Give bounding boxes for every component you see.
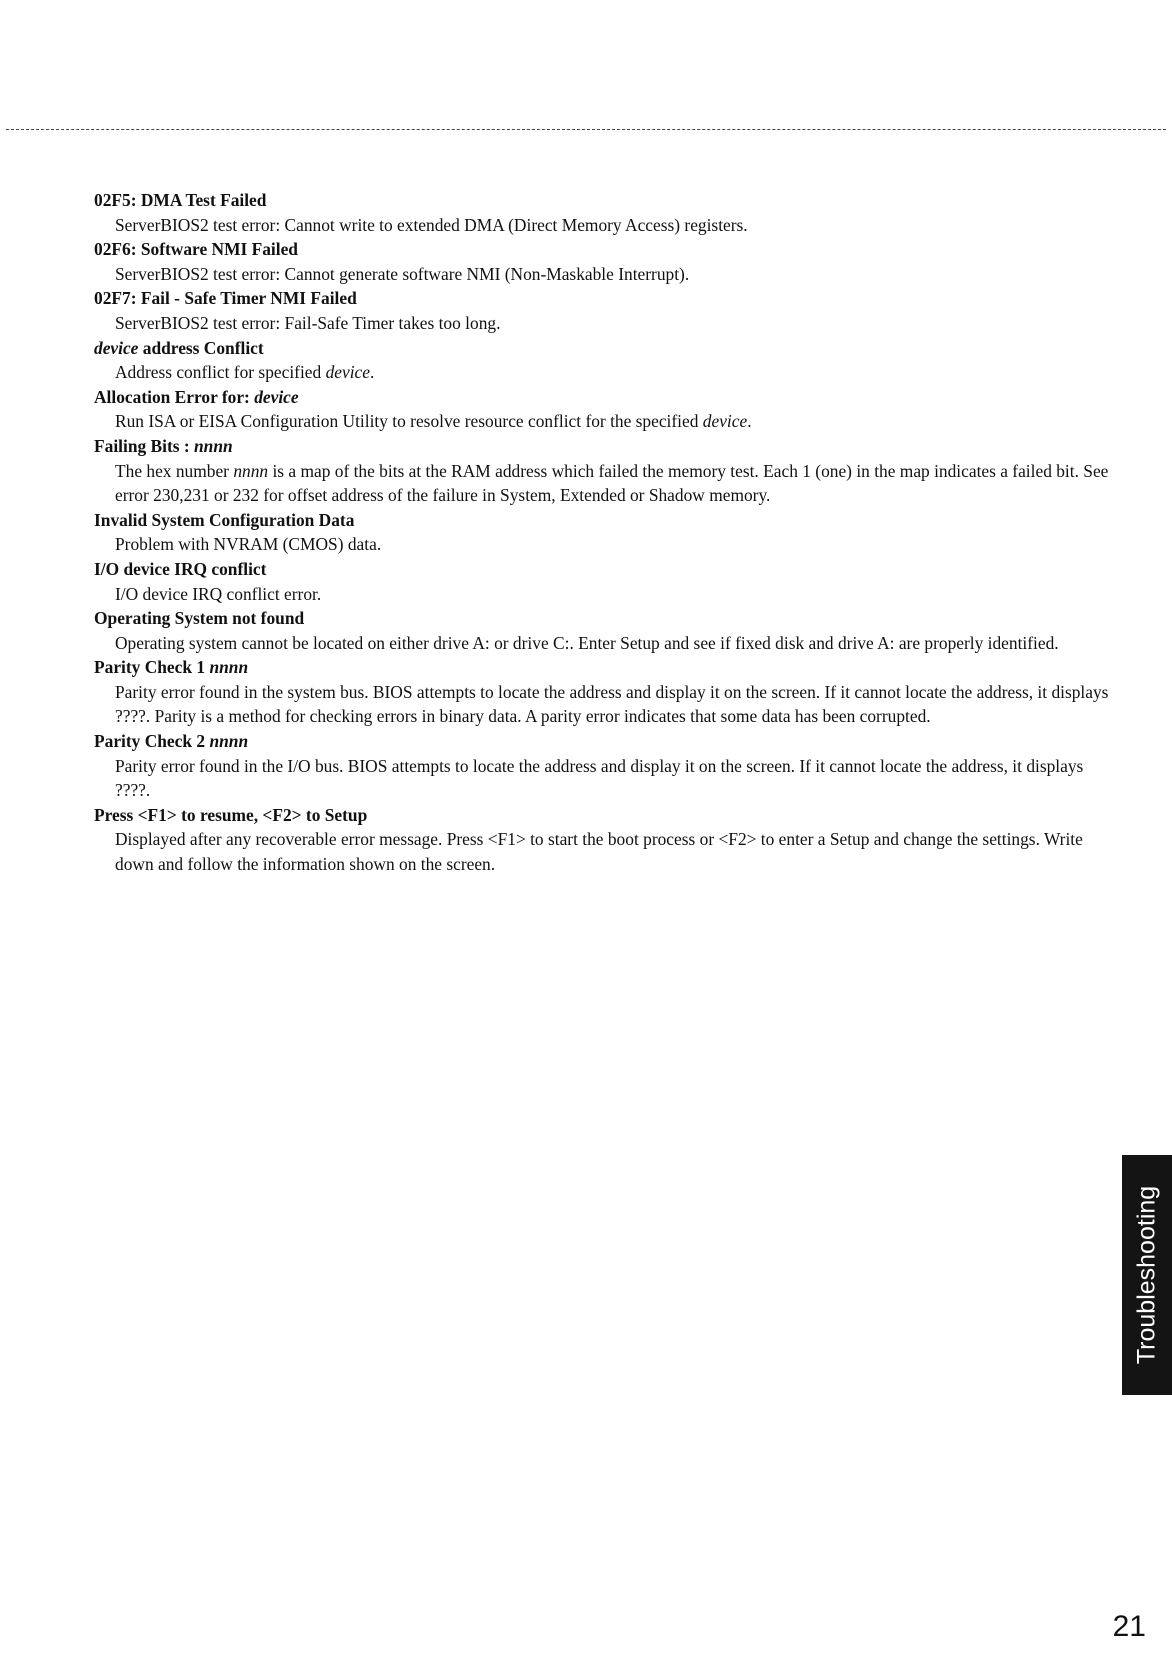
- entry-parity-check-2: [94, 729, 1114, 803]
- entry-title: [94, 729, 1114, 754]
- title-text: Allocation Error for:: [94, 386, 255, 407]
- entry-device-address-conflict: [94, 336, 1114, 385]
- entry-description: ServerBIOS2 test error: Cannot write to extended DMA (Direct Memory Access) registers.: [115, 214, 748, 235]
- body-italic-term: device: [702, 411, 748, 432]
- entry-title: Operating System not found: [94, 608, 305, 629]
- section-side-tab-label: Troubleshooting: [1132, 1185, 1161, 1365]
- entry-allocation-error: [94, 385, 1114, 434]
- body-italic-term: device: [325, 362, 370, 383]
- title-text: Parity Check 2: [94, 731, 210, 752]
- entry-description: Parity error found in the system bus. BIOS attempts to locate the address and display it on the screen. If it cannot locate the address, it displays ????. Parity is a method for checking errors in binary data. A parity error indicates that some data has been corrupted.: [115, 681, 1109, 727]
- entry-description: [115, 409, 1114, 434]
- entry-description: Problem with NVRAM (CMOS) data.: [115, 534, 382, 555]
- entry-description: ServerBIOS2 test error: Cannot generate software NMI (Non-Maskable Interrupt).: [115, 263, 690, 284]
- entry-invalid-system-configuration: [94, 508, 1114, 557]
- entry-failing-bits: [94, 434, 1114, 508]
- body-italic-term: nnnn: [233, 460, 269, 481]
- entry-description: [115, 459, 1114, 508]
- entry-02f7: [94, 286, 1114, 335]
- entry-title: I/O device IRQ conflict: [94, 558, 267, 579]
- entry-02f6: [94, 237, 1114, 286]
- body-text: is a map of the bits at the RAM address which failed the memory test. Each 1 (one) in the map indicates a failed bit. See error 230,231 or 232 for offset address of the failure in System, Extended or Shadow memory.: [115, 460, 1109, 506]
- entry-title: [94, 385, 1114, 410]
- entry-title: 02F5: DMA Test Failed: [94, 190, 267, 210]
- title-italic-term: nnnn: [209, 731, 249, 752]
- page-number: 21: [1112, 1610, 1146, 1643]
- title-text: address Conflict: [138, 337, 264, 358]
- body-text: .: [747, 411, 752, 432]
- entry-title: 02F7: Fail - Safe Timer NMI Failed: [94, 288, 357, 309]
- body-text: Address conflict for specified: [115, 362, 326, 383]
- entry-title: [94, 655, 1114, 680]
- title-italic-term: device: [94, 337, 139, 358]
- entry-description: I/O device IRQ conflict error.: [115, 583, 322, 604]
- entry-description: Displayed after any recoverable error message. Press <F1> to start the boot process or <F2> to enter a Setup and change the settings. Write down and follow the information shown on the screen.: [115, 829, 1083, 875]
- body-text: Run ISA or EISA Configuration Utility to resolve resource conflict for the specified: [115, 411, 703, 432]
- top-dashed-rule: [6, 129, 1166, 130]
- entry-description: Parity error found in the I/O bus. BIOS attempts to locate the address and display it on the screen. If it cannot locate the address, it displays ????.: [115, 755, 1084, 801]
- title-italic-term: nnnn: [194, 435, 233, 456]
- entry-title: [94, 434, 1114, 459]
- title-text: Parity Check 1: [94, 657, 210, 678]
- entry-description: Operating system cannot be located on either drive A: or drive C:. Enter Setup and see if fixed disk and drive A: are properly identified.: [115, 632, 1059, 653]
- entry-operating-system-not-found: [94, 606, 1114, 655]
- entry-title: [94, 336, 1114, 361]
- entry-press-f1-f2: [94, 803, 1114, 877]
- title-italic-term: nnnn: [209, 657, 249, 678]
- entry-02f5: [94, 188, 1114, 237]
- body-text: The hex number: [115, 460, 234, 481]
- error-message-list: [94, 188, 1114, 877]
- title-italic-term: device: [254, 386, 299, 407]
- entry-title: Press <F1> to resume, <F2> to Setup: [94, 804, 368, 825]
- title-text: Failing Bits :: [94, 435, 195, 456]
- entry-description: ServerBIOS2 test error: Fail-Safe Timer takes too long.: [115, 312, 501, 333]
- section-side-tab: [1122, 1155, 1172, 1395]
- entry-title: 02F6: Software NMI Failed: [94, 239, 298, 260]
- body-text: .: [369, 362, 375, 383]
- entry-io-device-irq-conflict: [94, 557, 1114, 606]
- entry-title: Invalid System Configuration Data: [94, 509, 355, 530]
- entry-parity-check-1: [94, 655, 1114, 729]
- entry-description: [115, 360, 1114, 385]
